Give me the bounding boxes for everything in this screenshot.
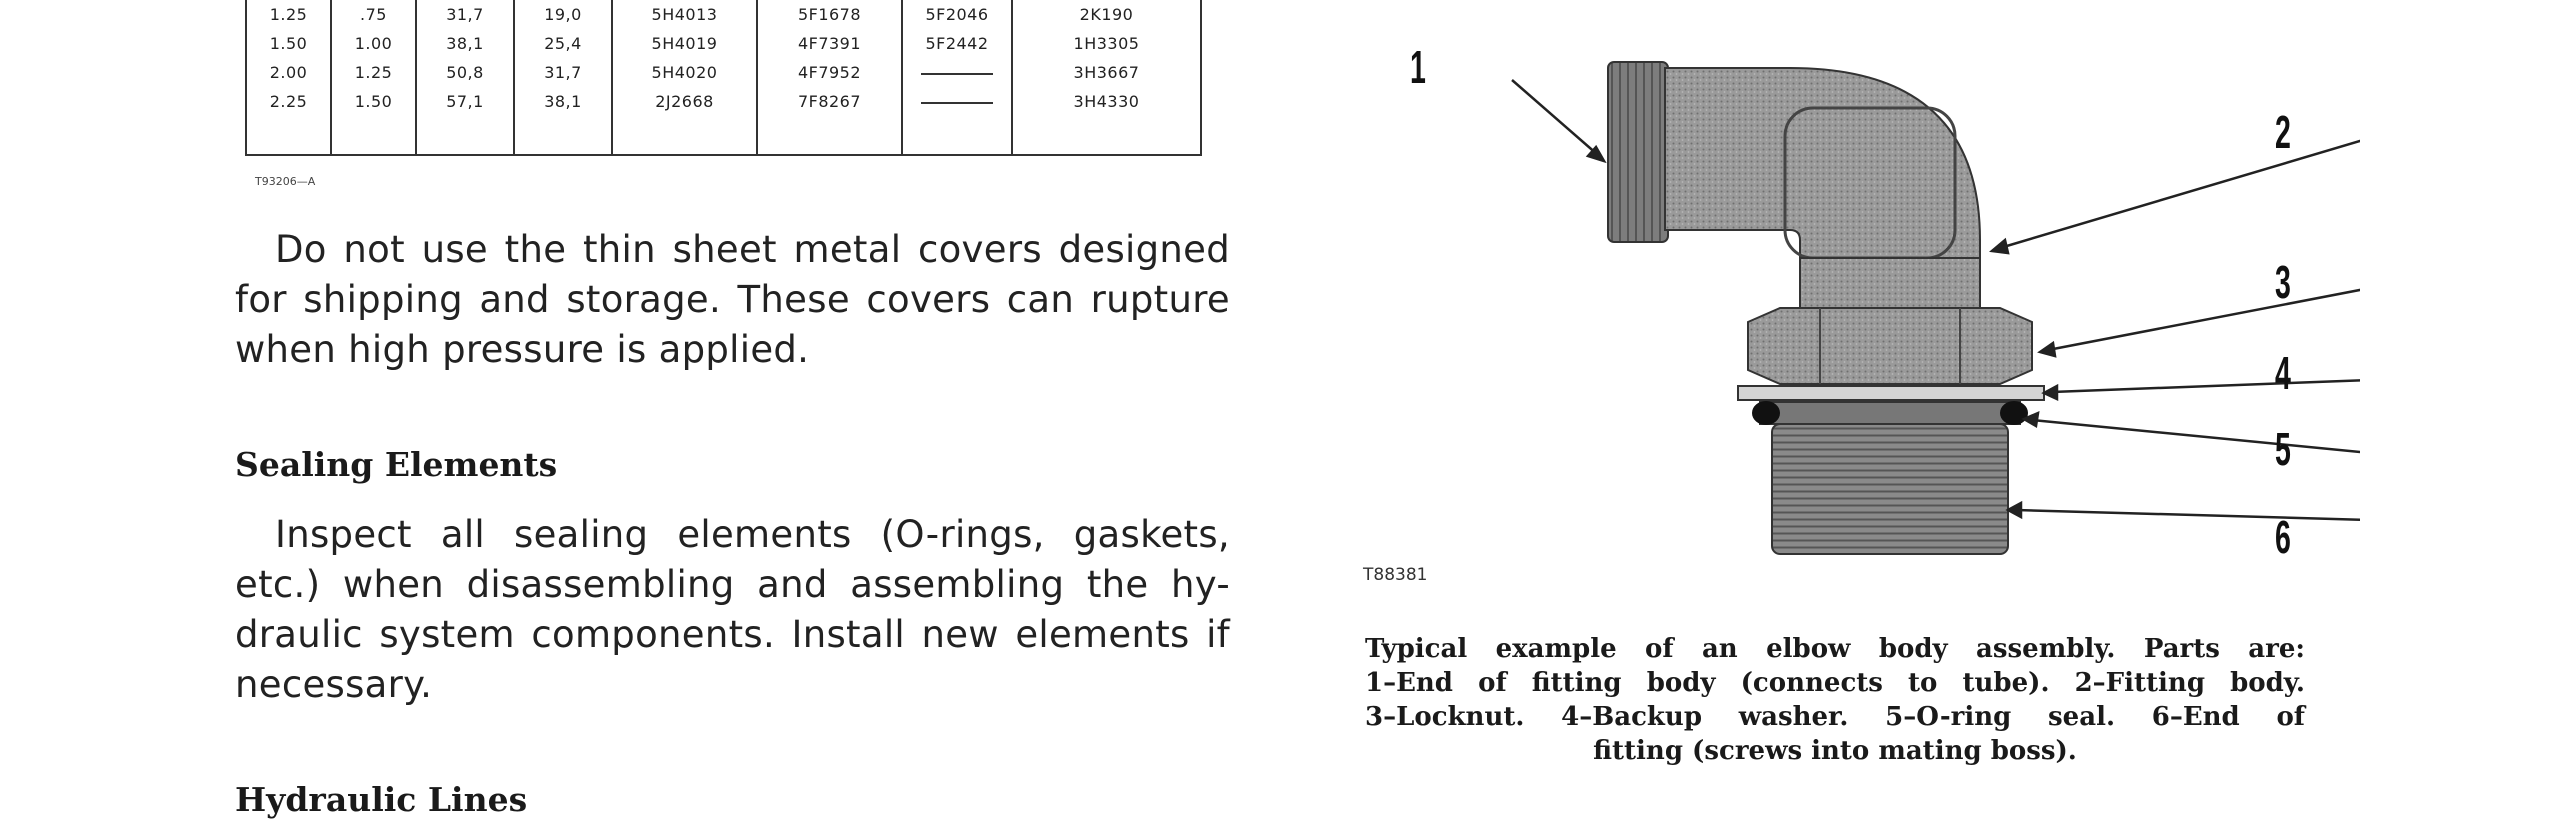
table-cell: 1.00 xyxy=(331,29,416,58)
table-cell: 2.25 xyxy=(246,87,331,116)
table-cell: 1.50 xyxy=(331,87,416,116)
table-cell: 38,1 xyxy=(416,29,514,58)
table-cell xyxy=(902,87,1012,116)
caption-line: Typical example of an elbow body assembly. Parts are: xyxy=(1365,634,2305,664)
table-bottom-row xyxy=(246,116,1201,155)
fitting-end-lower-threads xyxy=(1772,424,2008,554)
text-line: draulic system components. Install new elements if xyxy=(235,613,1230,656)
table-cell: 4F7391 xyxy=(757,29,902,58)
table-cell xyxy=(331,116,416,155)
o-ring-seal-left xyxy=(1752,401,1780,425)
table-cell: 2J2668 xyxy=(612,87,757,116)
table-cell: 31,7 xyxy=(514,58,612,87)
callout-6: 6 xyxy=(2275,511,2291,563)
text-line: for shipping and storage. These covers can rupture xyxy=(235,278,1230,321)
table-cell: 2K190 xyxy=(1012,0,1201,29)
text-line: Do not use the thin sheet metal covers designed xyxy=(275,228,1230,271)
table-cell: 1.25 xyxy=(246,0,331,29)
table-cell: 31,7 xyxy=(416,0,514,29)
table-cell: 57,1 xyxy=(416,87,514,116)
table-row xyxy=(246,87,1201,116)
callout-5: 5 xyxy=(2275,423,2291,475)
empty-dash xyxy=(921,73,993,75)
table-cell: 25,4 xyxy=(514,29,612,58)
table-cell xyxy=(514,116,612,155)
callout-1: 1 xyxy=(1410,41,1426,93)
table-cell: .75 xyxy=(331,0,416,29)
table-cell: 5H4013 xyxy=(612,0,757,29)
table-cell xyxy=(902,58,1012,87)
empty-dash xyxy=(921,102,993,104)
table-cell: 7F8267 xyxy=(757,87,902,116)
table-cell xyxy=(612,116,757,155)
heading-sealing-elements: Sealing Elements xyxy=(235,445,558,484)
caption-line: 3–Locknut. 4–Backup washer. 5–O-ring seal. 6–End of xyxy=(1365,702,2305,732)
parts-table-container xyxy=(245,0,1200,170)
table-row xyxy=(246,29,1201,58)
table-cell: 1H3305 xyxy=(1012,29,1201,58)
table-cell: 5F1678 xyxy=(757,0,902,29)
text-line: necessary. xyxy=(235,663,433,706)
table-cell: 50,8 xyxy=(416,58,514,87)
callout-4: 4 xyxy=(2275,347,2291,399)
figure-caption xyxy=(1365,632,2305,768)
figure-code: T88381 xyxy=(1363,565,1428,585)
o-ring-seal-right xyxy=(2000,401,2028,425)
table-cell xyxy=(1012,116,1201,155)
heading-hydraulic-lines: Hydraulic Lines xyxy=(235,780,528,819)
fitting-end-threads xyxy=(1608,62,1668,242)
callout-3: 3 xyxy=(2275,256,2291,308)
paragraph-covers-warning xyxy=(235,225,1230,375)
table-figure-code: T93206—A xyxy=(255,175,316,188)
table-cell: 5F2442 xyxy=(902,29,1012,58)
caption-line: fitting (screws into mating boss). xyxy=(1593,736,2077,766)
paragraph-sealing-elements xyxy=(235,510,1230,710)
elbow-fitting-illustration xyxy=(1360,40,2360,620)
table-row xyxy=(246,0,1201,29)
table-cell: 2.00 xyxy=(246,58,331,87)
table-cell: 3H3667 xyxy=(1012,58,1201,87)
table-cell: 1.25 xyxy=(331,58,416,87)
locknut xyxy=(1748,308,2032,384)
table-cell xyxy=(757,116,902,155)
table-cell: 38,1 xyxy=(514,87,612,116)
table-cell: 5F2046 xyxy=(902,0,1012,29)
table-cell xyxy=(416,116,514,155)
o-ring-body xyxy=(1760,402,2020,424)
caption-line: 1–End of fitting body (connects to tube). 2–Fitting body. xyxy=(1365,668,2305,698)
text-line: Inspect all sealing elements (O-rings, gaskets, xyxy=(275,513,1230,556)
callout-2: 2 xyxy=(2275,106,2291,158)
text-line: etc.) when disassembling and assembling the hy- xyxy=(235,563,1230,606)
parts-table xyxy=(245,0,1202,156)
table-cell: 5H4019 xyxy=(612,29,757,58)
elbow-fitting-figure xyxy=(1360,40,2360,620)
table-cell xyxy=(246,116,331,155)
table-cell: 5H4020 xyxy=(612,58,757,87)
backup-washer xyxy=(1738,386,2044,400)
text-line: when high pressure is applied. xyxy=(235,328,810,371)
table-cell: 1.50 xyxy=(246,29,331,58)
table-row xyxy=(246,58,1201,87)
table-cell: 19,0 xyxy=(514,0,612,29)
table-cell: 4F7952 xyxy=(757,58,902,87)
table-cell xyxy=(902,116,1012,155)
table-cell: 3H4330 xyxy=(1012,87,1201,116)
